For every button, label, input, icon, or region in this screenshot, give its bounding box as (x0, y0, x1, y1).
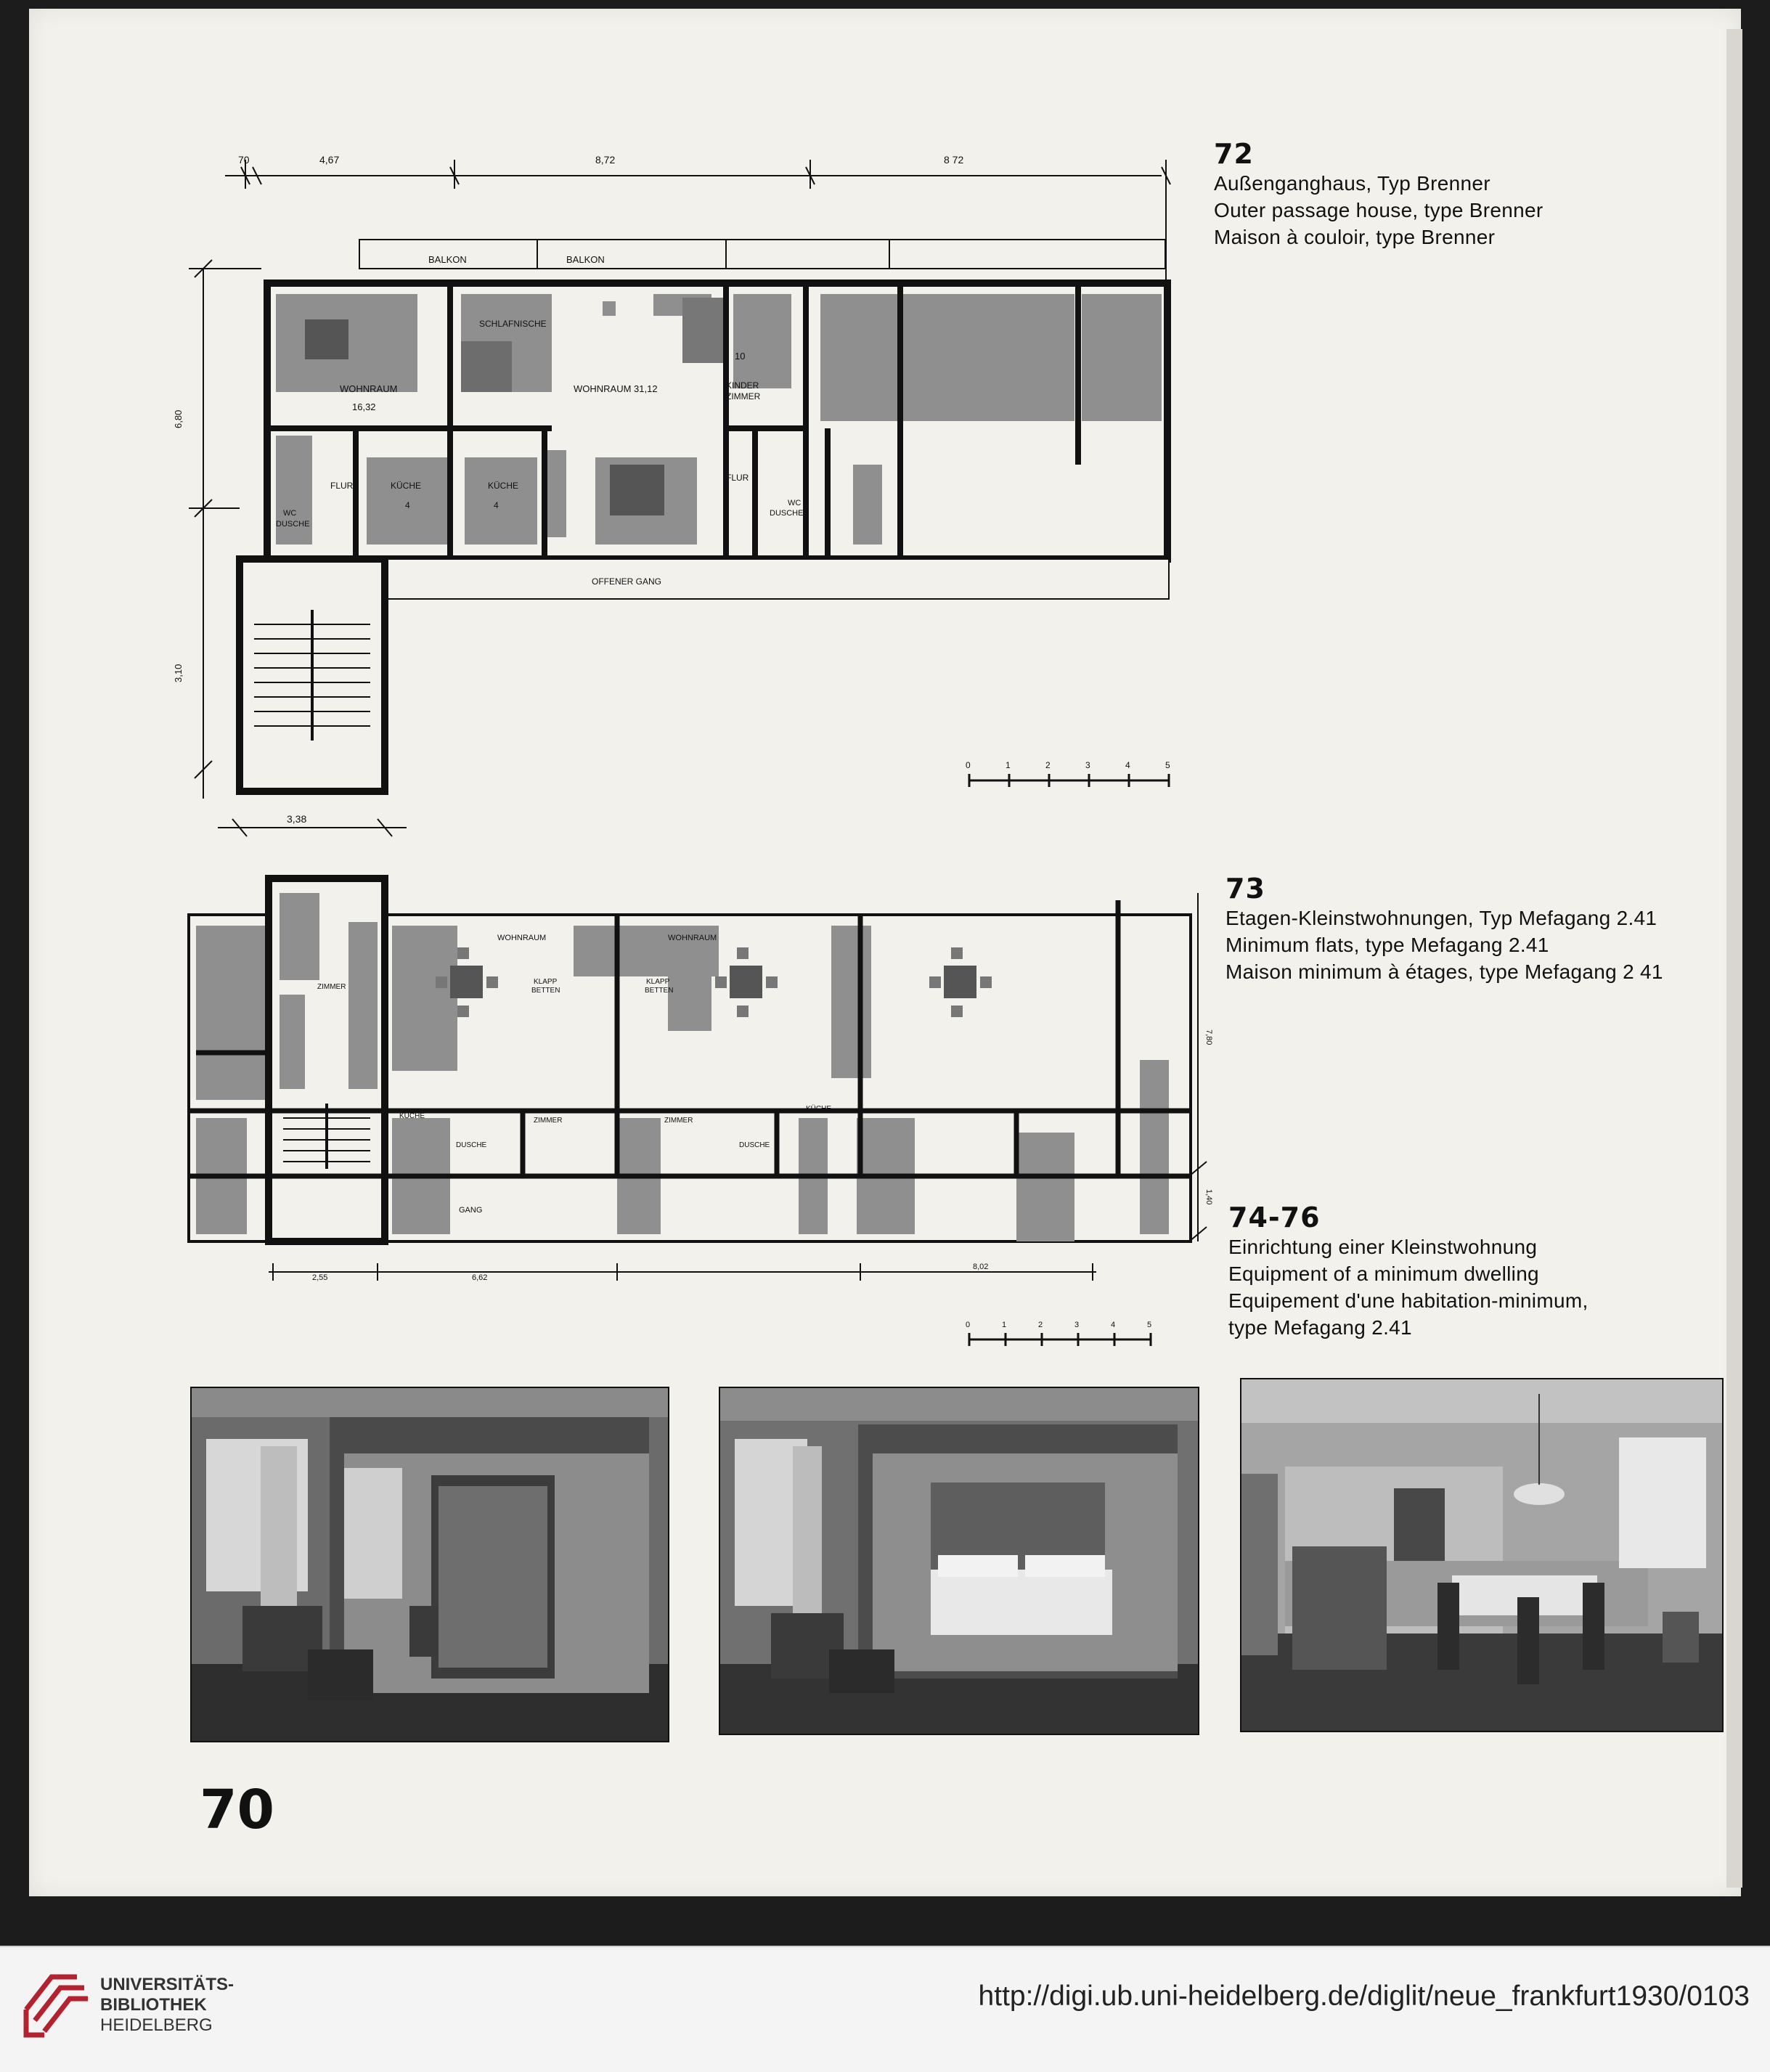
scale-label: 4 (1125, 760, 1130, 770)
dim-label: 7,80 (1204, 1029, 1213, 1045)
dim-label: 3,10 (173, 664, 184, 682)
room-label: ZIMMER (317, 983, 346, 991)
caption-line: Maison minimum à étages, type Mefagang 2 41 (1225, 960, 1663, 983)
photo-76-dining-area (1240, 1378, 1724, 1732)
room-label: GANG (459, 1206, 483, 1215)
room-label: KÜCHE (488, 481, 519, 491)
room-label: 4 (405, 500, 410, 510)
room-label: WC (283, 509, 297, 518)
room-label: ZIMMER (664, 1117, 693, 1125)
dim-label: 3,38 (287, 813, 307, 825)
scale-label: 2 (1038, 1321, 1043, 1329)
floor-plan-73 (182, 871, 1220, 1365)
caption-line: Maison à couloir, type Brenner (1214, 226, 1496, 248)
room-label: OFFENER GANG (592, 576, 662, 587)
room-label: KÜCHE (806, 1105, 832, 1113)
room-label: KÜCHE (399, 1112, 425, 1120)
dim-label: 8,72 (595, 154, 616, 166)
page-edge (1726, 29, 1742, 1888)
room-label: 16,32 (352, 401, 376, 412)
library-line: UNIVERSITÄTS- (100, 1975, 234, 1994)
dim-label: 2,55 (312, 1273, 328, 1282)
caption-73 (1225, 873, 1663, 985)
dimension-line-bottom (218, 819, 407, 836)
dim-label: 4,67 (319, 154, 340, 166)
scale-label: 0 (966, 760, 971, 770)
dim-label: 6,62 (472, 1273, 488, 1282)
caption-line: type Mefagang 2.41 (1228, 1316, 1412, 1339)
photo-74-folding-beds-closed (190, 1387, 669, 1742)
scale-bar-72 (969, 774, 1169, 787)
room-label: DUSCHE (770, 509, 804, 518)
room-label: BETTEN (645, 987, 674, 995)
dim-label: 8 72 (944, 154, 964, 166)
room-label: WOHNRAUM (668, 934, 717, 942)
room-label: WOHNRAUM 31,12 (574, 383, 658, 394)
room-label: ZIMMER (726, 391, 761, 401)
room-label: WC (788, 499, 802, 507)
dim-label: 8,02 (973, 1263, 989, 1271)
figure-number: 72 (1214, 138, 1254, 170)
room-label: WOHNRAUM (497, 934, 547, 942)
caption-line: Etagen-Kleinstwohnungen, Typ Mefagang 2.41 (1225, 907, 1657, 929)
caption-line: Equipement d'une habitation-minimum, (1228, 1289, 1588, 1312)
scale-label: 1 (1002, 1321, 1007, 1329)
source-url-link[interactable]: http://digi.ub.uni-heidelberg.de/diglit/neue_frankfurt1930/0103 (978, 1981, 1750, 2012)
scale-label: 4 (1111, 1321, 1116, 1329)
room-label: DUSCHE (456, 1141, 487, 1149)
scale-bar-73 (969, 1333, 1151, 1346)
room-label: BALKON (566, 254, 605, 265)
photo-75-folding-beds-open (719, 1387, 1199, 1735)
room-label: BALKON (428, 254, 467, 265)
ub-heidelberg-logo-icon[interactable] (19, 1966, 91, 2049)
floor-plan-72 (174, 145, 1205, 849)
room-label: BETTEN (531, 987, 560, 995)
room-label: 4 (494, 500, 499, 510)
room-label: KLAPP (534, 978, 558, 986)
caption-74-76 (1228, 1202, 1588, 1341)
figure-number: 73 (1225, 873, 1265, 905)
room-label: KINDER (726, 380, 759, 391)
caption-line: Einrichtung einer Kleinstwohnung (1228, 1236, 1538, 1258)
caption-line: Minimum flats, type Mefagang 2.41 (1225, 934, 1549, 956)
figure-number: 74-76 (1228, 1202, 1321, 1233)
dim-label: 70 (238, 154, 250, 166)
scale-label: 5 (1147, 1321, 1152, 1329)
caption-72 (1214, 138, 1543, 250)
library-line: BIBLIOTHEK (100, 1995, 207, 2015)
room-label: DUSCHE (739, 1141, 770, 1149)
dim-label: 6,80 (173, 409, 184, 428)
scale-label: 5 (1165, 760, 1170, 770)
room-label: WOHNRAUM (340, 383, 398, 394)
library-name[interactable] (100, 1975, 234, 2036)
room-label: 10 (735, 351, 746, 362)
scale-label: 0 (966, 1321, 971, 1329)
scale-label: 3 (1074, 1321, 1080, 1329)
dim-label: 1,40 (1204, 1189, 1213, 1205)
dimension-line-bottom (269, 1263, 1096, 1281)
room-label: FLUR (330, 481, 354, 491)
page-number: 70 (200, 1779, 274, 1841)
scale-label: 3 (1085, 760, 1090, 770)
scale-label: 2 (1045, 760, 1051, 770)
room-label: ZIMMER (534, 1117, 563, 1125)
room-label: KÜCHE (391, 481, 422, 491)
room-label: FLUR (726, 473, 749, 483)
library-line: HEIDELBERG (100, 2015, 213, 2035)
caption-line: Equipment of a minimum dwelling (1228, 1263, 1539, 1285)
room-label: KLAPP (646, 978, 670, 986)
scale-label: 1 (1006, 760, 1011, 770)
room-label: SCHLAFNISCHE (479, 319, 547, 329)
caption-line: Außenganghaus, Typ Brenner (1214, 172, 1490, 195)
caption-line: Outer passage house, type Brenner (1214, 199, 1543, 221)
room-label: DUSCHE (276, 520, 310, 529)
